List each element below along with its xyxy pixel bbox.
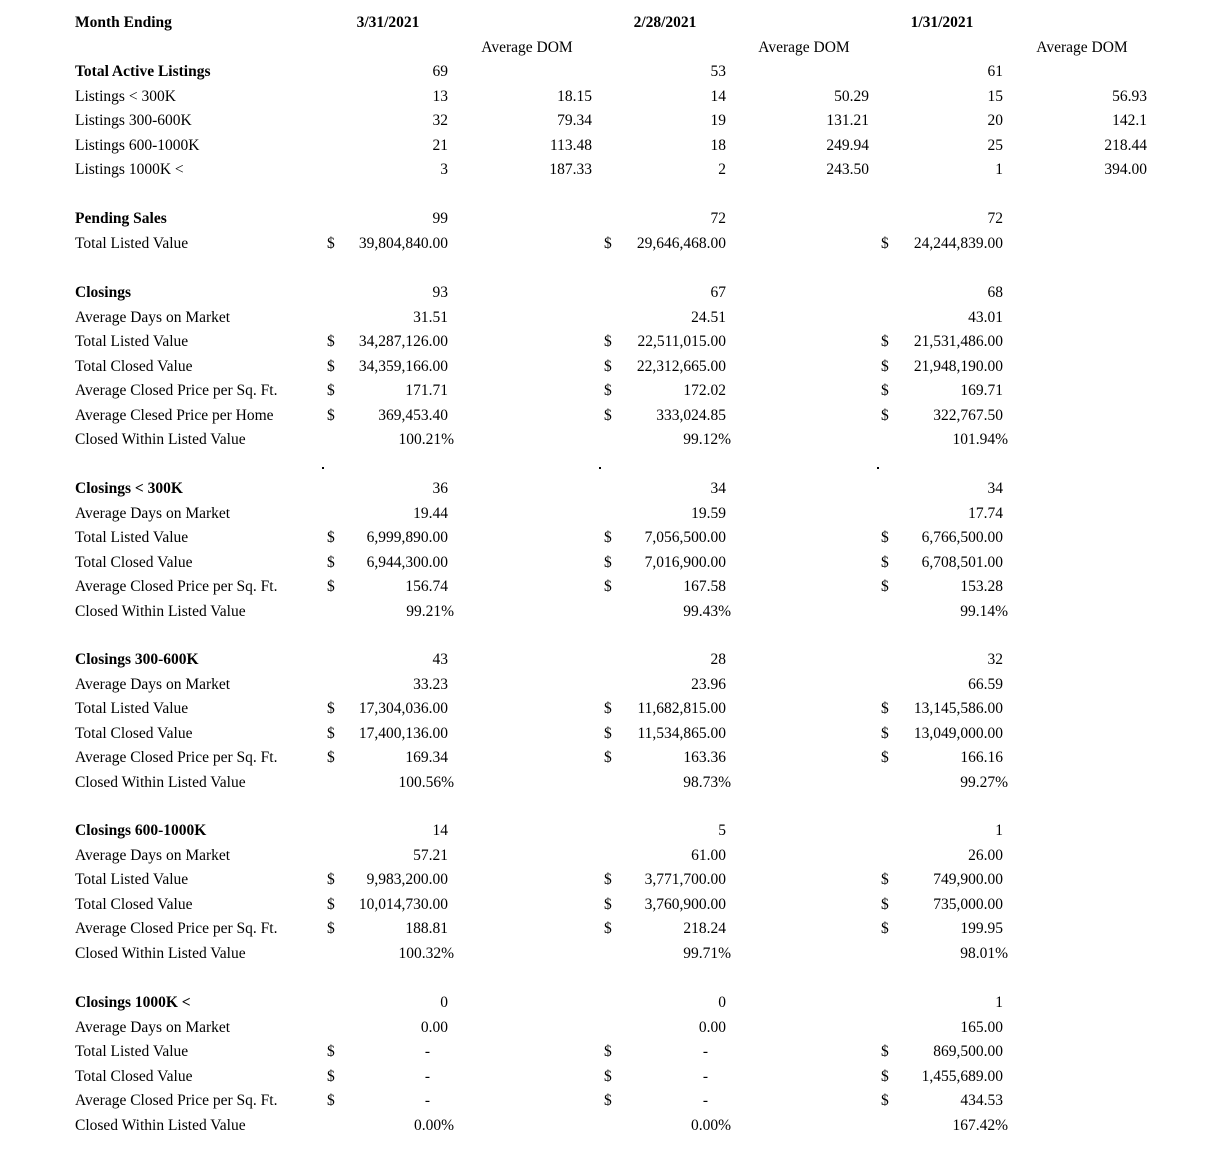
row-value: 99.71% (683, 944, 731, 962)
currency-symbol: $ (881, 871, 889, 888)
section-title: Closings 600-1000K (75, 822, 207, 839)
section-count: 34 (710, 480, 726, 497)
row-value: 6,999,890.00 (366, 529, 448, 546)
row-value: 19.59 (691, 504, 726, 522)
month-header: 1/31/2021 (910, 14, 974, 31)
row-value: 1,455,689.00 (921, 1067, 1003, 1085)
row-value: 869,500.00 (933, 1043, 1003, 1060)
row-value: 21 (432, 136, 448, 154)
row-label: Total Closed Value (75, 895, 193, 913)
row-label: Total Listed Value (75, 529, 189, 546)
row-value: 14 (710, 87, 726, 105)
row-value: 7,056,500.00 (644, 529, 726, 546)
row-value: 6,708,501.00 (921, 553, 1003, 571)
row-value: 167.42% (952, 1116, 1008, 1134)
row-value: 13 (432, 87, 448, 105)
currency-symbol: $ (604, 529, 612, 546)
row-value: 6,944,300.00 (366, 553, 448, 571)
section-count: 28 (710, 651, 726, 668)
row-value: 24,244,839.00 (913, 234, 1003, 252)
row-value: 171.71 (405, 382, 448, 399)
section-count: 36 (432, 480, 448, 497)
row-value: 57.21 (413, 846, 448, 864)
average-dom-value: 394.00 (1104, 161, 1147, 178)
section-title: Closings (75, 284, 131, 301)
row-value: 19 (710, 112, 726, 129)
row-value: 98.73% (683, 773, 731, 791)
currency-symbol: $ (881, 357, 889, 375)
row-value: 188.81 (405, 920, 448, 937)
average-dom-value: 131.21 (826, 112, 869, 129)
section-count: 1 (995, 822, 1003, 839)
row-value: 66.59 (968, 675, 1003, 693)
row-value: 20 (987, 112, 1003, 129)
row-value: 7,016,900.00 (644, 553, 726, 571)
average-dom-header: Average DOM (758, 39, 850, 56)
currency-symbol: $ (327, 895, 335, 913)
row-value: 31.51 (413, 308, 448, 326)
row-value: 39,804,840.00 (358, 234, 448, 252)
average-dom-header: Average DOM (481, 39, 573, 56)
row-value: 169.71 (960, 382, 1003, 399)
row-value: 11,682,815.00 (637, 700, 726, 717)
row-value: 99.14% (960, 602, 1008, 620)
currency-symbol: $ (327, 1092, 335, 1109)
row-label: Closed Within Listed Value (75, 944, 246, 962)
row-value: 18 (710, 136, 726, 154)
month-header: 2/28/2021 (633, 14, 697, 31)
stray-mark (877, 467, 879, 469)
row-label: Closed Within Listed Value (75, 602, 246, 620)
section-count: 61 (987, 63, 1003, 80)
row-value: 167.58 (683, 578, 726, 595)
row-label: Average Closed Price per Sq. Ft. (75, 382, 278, 399)
row-label: Total Closed Value (75, 1067, 193, 1085)
section-count: 5 (718, 822, 726, 839)
row-value: 169.34 (405, 749, 448, 766)
row-value: 26.00 (968, 846, 1003, 864)
section-count: 34 (987, 480, 1003, 497)
currency-symbol: $ (327, 920, 335, 937)
currency-symbol: $ (327, 749, 335, 766)
row-label: Total Listed Value (75, 234, 189, 252)
row-label: Average Days on Market (75, 1018, 231, 1036)
currency-symbol: $ (604, 871, 612, 888)
section-count: 1 (995, 994, 1003, 1011)
currency-symbol: $ (604, 578, 612, 595)
row-label: Total Closed Value (75, 724, 193, 742)
row-value: 11,534,865.00 (637, 724, 726, 742)
currency-symbol: $ (327, 1067, 335, 1085)
section-count: 53 (710, 63, 726, 80)
currency-symbol: $ (604, 1092, 612, 1109)
average-dom-value: 56.93 (1112, 87, 1147, 105)
currency-symbol: $ (327, 724, 335, 742)
month-ending-label: Month Ending (75, 14, 172, 31)
row-value: 0.00% (690, 1116, 731, 1134)
row-value: 369,453.40 (378, 406, 448, 424)
row-value: - (702, 1092, 708, 1109)
currency-symbol: $ (327, 871, 335, 888)
row-value: 218.24 (683, 920, 726, 937)
row-value: 100.21% (398, 431, 454, 448)
currency-symbol: $ (881, 724, 889, 742)
row-value: 24.51 (691, 308, 726, 326)
currency-symbol: $ (327, 553, 335, 571)
row-value: 99.12% (683, 431, 731, 448)
row-value: 1 (995, 161, 1003, 178)
currency-symbol: $ (881, 382, 889, 399)
average-dom-value: 79.34 (557, 112, 592, 129)
row-value: 34,287,126.00 (358, 333, 448, 350)
average-dom-value: 142.1 (1112, 112, 1147, 129)
average-dom-header: Average DOM (1036, 39, 1128, 56)
row-value: 199.95 (960, 920, 1003, 937)
currency-symbol: $ (881, 1043, 889, 1060)
row-value: 17,400,136.00 (358, 724, 448, 742)
row-value: 3 (440, 161, 448, 178)
currency-symbol: $ (881, 895, 889, 913)
row-value: 6,766,500.00 (921, 529, 1003, 546)
section-title: Closings 1000K < (75, 994, 191, 1011)
currency-symbol: $ (327, 578, 335, 595)
row-value: 21,948,190.00 (913, 357, 1003, 375)
row-label: Average Closed Price per Sq. Ft. (75, 920, 278, 937)
row-value: - (702, 1043, 708, 1060)
currency-symbol: $ (604, 1067, 612, 1085)
row-label: Average Days on Market (75, 675, 231, 693)
currency-symbol: $ (327, 357, 335, 375)
row-value: 15 (987, 87, 1003, 105)
month-header: 3/31/2021 (356, 14, 420, 31)
section-count: 68 (987, 284, 1003, 301)
row-value: 100.32% (398, 944, 454, 962)
average-dom-value: 218.44 (1104, 136, 1147, 154)
row-value: - (424, 1043, 430, 1060)
row-label: Listings 300-600K (75, 112, 192, 129)
row-value: 17,304,036.00 (358, 700, 448, 717)
row-value: - (702, 1067, 708, 1085)
section-count: 0 (440, 994, 448, 1011)
row-label: Average Days on Market (75, 846, 231, 864)
section-title: Closings 300-600K (75, 651, 199, 668)
currency-symbol: $ (604, 406, 612, 424)
row-value: 13,145,586.00 (913, 700, 1003, 717)
row-value: - (424, 1092, 430, 1109)
row-label: Total Closed Value (75, 357, 193, 375)
row-value: 0.00% (413, 1116, 454, 1134)
section-title: Pending Sales (75, 210, 167, 227)
row-value: 32 (432, 112, 448, 129)
row-label: Closed Within Listed Value (75, 773, 246, 791)
currency-symbol: $ (881, 1092, 889, 1109)
row-value: 434.53 (960, 1092, 1003, 1109)
row-label: Average Clesed Price per Home (75, 406, 274, 424)
currency-symbol: $ (881, 749, 889, 766)
currency-symbol: $ (604, 749, 612, 766)
average-dom-value: 113.48 (549, 136, 592, 154)
row-value: 61.00 (691, 846, 726, 864)
row-label: Listings 1000K < (75, 161, 184, 178)
currency-symbol: $ (604, 895, 612, 913)
currency-symbol: $ (881, 234, 889, 252)
row-value: 101.94% (952, 431, 1008, 448)
row-value: 98.01% (960, 944, 1008, 962)
currency-symbol: $ (604, 234, 612, 252)
row-label: Average Days on Market (75, 308, 231, 326)
row-value: 172.02 (683, 382, 726, 399)
row-label: Total Listed Value (75, 333, 189, 350)
section-count: 72 (710, 210, 726, 227)
section-count: 14 (432, 822, 448, 839)
row-value: 333,024.85 (656, 406, 726, 424)
section-count: 72 (987, 210, 1003, 227)
row-value: 735,000.00 (933, 895, 1003, 913)
currency-symbol: $ (881, 553, 889, 571)
stray-mark (322, 467, 324, 469)
section-count: 69 (432, 63, 448, 80)
row-label: Total Closed Value (75, 553, 193, 571)
currency-symbol: $ (604, 382, 612, 399)
row-value: 13,049,000.00 (913, 724, 1003, 742)
currency-symbol: $ (881, 700, 889, 717)
section-count: 67 (710, 284, 726, 301)
row-value: - (424, 1067, 430, 1085)
row-value: 100.56% (398, 773, 454, 791)
currency-symbol: $ (604, 920, 612, 937)
currency-symbol: $ (604, 357, 612, 375)
stray-mark (599, 467, 601, 469)
row-value: 156.74 (405, 578, 448, 595)
currency-symbol: $ (604, 1043, 612, 1060)
currency-symbol: $ (604, 553, 612, 571)
row-value: 19.44 (413, 504, 448, 522)
currency-symbol: $ (881, 529, 889, 546)
row-value: 163.36 (683, 749, 726, 766)
row-label: Average Closed Price per Sq. Ft. (75, 1092, 278, 1109)
row-value: 99.21% (406, 602, 454, 620)
average-dom-value: 50.29 (834, 87, 869, 105)
row-value: 33.23 (413, 675, 448, 693)
currency-symbol: $ (881, 406, 889, 424)
section-title: Total Active Listings (75, 63, 211, 80)
row-value: 3,771,700.00 (644, 871, 726, 888)
row-value: 9,983,200.00 (366, 871, 448, 888)
row-label: Closed Within Listed Value (75, 431, 246, 448)
row-value: 17.74 (968, 504, 1003, 522)
currency-symbol: $ (881, 1067, 889, 1085)
row-label: Total Listed Value (75, 700, 189, 717)
section-count: 32 (987, 651, 1003, 668)
row-value: 0.00 (698, 1018, 726, 1036)
currency-symbol: $ (327, 700, 335, 717)
row-label: Total Listed Value (75, 1043, 189, 1060)
row-value: 99.27% (960, 773, 1008, 791)
row-label: Average Closed Price per Sq. Ft. (75, 578, 278, 595)
row-label: Closed Within Listed Value (75, 1116, 246, 1134)
row-value: 0.00 (420, 1018, 448, 1036)
row-value: 34,359,166.00 (358, 357, 448, 375)
average-dom-value: 187.33 (549, 161, 592, 178)
row-label: Total Listed Value (75, 871, 189, 888)
currency-symbol: $ (327, 333, 335, 350)
currency-symbol: $ (327, 234, 335, 252)
row-label: Listings < 300K (75, 87, 176, 105)
currency-symbol: $ (327, 382, 335, 399)
row-value: 22,312,665.00 (636, 357, 726, 375)
row-value: 43.01 (968, 308, 1003, 326)
row-value: 29,646,468.00 (636, 234, 726, 252)
currency-symbol: $ (604, 700, 612, 717)
row-value: 165.00 (960, 1018, 1003, 1036)
row-value: 99.43% (683, 602, 731, 620)
currency-symbol: $ (604, 724, 612, 742)
currency-symbol: $ (327, 529, 335, 546)
currency-symbol: $ (881, 333, 889, 350)
row-value: 22,511,015.00 (637, 333, 726, 350)
average-dom-value: 249.94 (826, 136, 869, 154)
row-label: Average Closed Price per Sq. Ft. (75, 749, 278, 766)
row-value: 749,900.00 (933, 871, 1003, 888)
section-count: 99 (432, 210, 448, 227)
row-value: 322,767.50 (933, 406, 1003, 424)
row-value: 166.16 (960, 749, 1003, 766)
row-value: 3,760,900.00 (644, 895, 726, 913)
row-value: 23.96 (691, 675, 726, 693)
row-label: Listings 600-1000K (75, 136, 200, 154)
row-value: 2 (718, 161, 726, 178)
section-count: 43 (432, 651, 448, 668)
currency-symbol: $ (327, 406, 335, 424)
section-count: 0 (718, 994, 726, 1011)
row-value: 25 (987, 136, 1003, 154)
currency-symbol: $ (881, 578, 889, 595)
currency-symbol: $ (327, 1043, 335, 1060)
row-label: Average Days on Market (75, 504, 231, 522)
section-count: 93 (432, 284, 448, 301)
average-dom-value: 18.15 (557, 87, 592, 105)
currency-symbol: $ (881, 920, 889, 937)
section-title: Closings < 300K (75, 480, 183, 497)
row-value: 153.28 (960, 578, 1003, 595)
row-value: 10,014,730.00 (358, 895, 448, 913)
currency-symbol: $ (604, 333, 612, 350)
row-value: 21,531,486.00 (913, 333, 1003, 350)
average-dom-value: 243.50 (826, 161, 869, 178)
